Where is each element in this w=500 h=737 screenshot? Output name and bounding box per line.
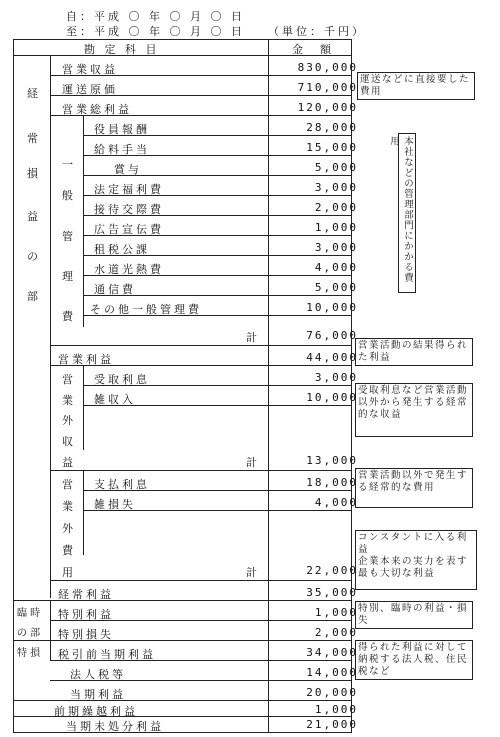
amount: 20,000 (306, 686, 358, 699)
amount: 5,000 (314, 281, 358, 294)
note-direct-cost: 運送などに直接要した費用 (357, 72, 475, 100)
row-label: 計 (246, 566, 260, 579)
note-ordinary-profit: コンスタントに入る利益 企業本来の実力を表す最も大切な利益 (355, 530, 477, 590)
section-gaishueki-3: 外 (62, 414, 73, 427)
row-label: 役員報酬 (94, 123, 150, 136)
section-keijo-2: 常 (27, 132, 38, 145)
section-gaishueki-4: 収 (62, 435, 73, 448)
amount: 14,000 (306, 666, 358, 679)
row-label: 法定福利費 (94, 183, 164, 196)
row-label: 雑損失 (94, 498, 136, 511)
section-ippan-4: 理 (62, 270, 73, 283)
amount: 4,000 (314, 496, 358, 509)
section-ippan-3: 管 (62, 230, 73, 243)
section-ippan-5: 費 (62, 310, 73, 323)
period-from: 自：平成 〇 年 〇 月 〇 日 (66, 10, 245, 23)
section-ippan-1: 一 (62, 158, 73, 171)
section-keijo-1: 経 (27, 87, 38, 100)
row-label: 運送原価 (62, 83, 118, 96)
row-label: 法人税等 (70, 668, 126, 681)
row-label: 租税公課 (94, 243, 150, 256)
col-account: 勘 定 科 目 (84, 43, 160, 56)
amount: 35,000 (306, 586, 358, 599)
section-keijo-3: 損 (27, 167, 38, 180)
row-label: 特別利益 (58, 608, 114, 621)
note-corporate-tax: 得られた利益に対して納税する法人税、住民税など (355, 640, 473, 680)
row-label: 税引前当期利益 (58, 648, 156, 661)
amount: 13,000 (306, 454, 358, 467)
section-keijo-5: の (27, 250, 38, 263)
section-keijo-6: 部 (27, 290, 38, 303)
section-gaishueki-1: 営 (62, 373, 73, 386)
row-label: 当期利益 (70, 688, 126, 701)
amount: 10,000 (306, 391, 358, 404)
section-keijo-4: 益 (27, 210, 38, 223)
amount: 34,000 (306, 646, 358, 659)
row-label: その他一般管理費 (90, 303, 202, 316)
amount: 18,000 (306, 476, 358, 489)
section-gaihiyo-4: 費 (62, 544, 73, 557)
income-statement-table (13, 39, 358, 733)
unit-label: （単位：千円） (268, 25, 366, 38)
row-label: 給料手当 (94, 143, 150, 156)
section-gaishueki-5: 益 (62, 456, 73, 469)
note-admin-cost: 本社などの管理部門にかかる費用 (398, 133, 416, 293)
row-label: 広告宣伝費 (94, 223, 164, 236)
note-non-operating-income: 受取利息など営業活動以外から発生する経常的な収益 (355, 383, 473, 437)
row-label: 営業収益 (62, 63, 118, 76)
amount: 44,000 (306, 351, 358, 364)
section-tokubetsu-1: 臨 時 (17, 608, 41, 619)
section-ippan-2: 般 (62, 189, 73, 202)
amount: 22,000 (306, 564, 358, 577)
amount: 2,000 (314, 201, 358, 214)
amount: 5,000 (314, 161, 358, 174)
note-operating-profit: 営業活動の結果得られた利益 (355, 338, 473, 366)
row-label: 支払利息 (94, 478, 150, 491)
section-tokubetsu-3: 特 損 (17, 648, 41, 659)
section-gaihiyo-2: 業 (62, 500, 73, 513)
row-label: 雑収入 (94, 393, 136, 406)
section-gaihiyo-3: 外 (62, 522, 73, 535)
row-label: 接待交際費 (94, 203, 164, 216)
row-label: 特別損失 (58, 628, 114, 641)
row-label: 水道光熱費 (94, 263, 164, 276)
note-non-operating-expense: 営業活動以外で発生する経常的な費用 (355, 468, 473, 508)
section-gaihiyo-1: 営 (62, 478, 73, 491)
row-label: 前期繰越利益 (54, 705, 138, 718)
amount: 2,000 (314, 626, 358, 639)
row-label: 当期未処分利益 (66, 720, 164, 733)
amount: 3,000 (314, 241, 358, 254)
row-label: 通信費 (94, 283, 136, 296)
amount: 1,000 (314, 221, 358, 234)
amount: 1,000 (314, 703, 358, 716)
amount: 28,000 (306, 121, 358, 134)
period-to: 至：平成 〇 年 〇 月 〇 日 (66, 25, 245, 38)
amount: 710,000 (297, 81, 358, 94)
amount: 3,000 (314, 181, 358, 194)
row-label: 計 (246, 331, 260, 344)
note-extraordinary: 特別、臨時の利益・損失 (355, 601, 473, 629)
section-gaishueki-2: 業 (62, 394, 73, 407)
amount: 3,000 (314, 371, 358, 384)
amount: 15,000 (306, 141, 358, 154)
amount: 76,000 (306, 329, 358, 342)
amount: 10,000 (306, 301, 358, 314)
row-label: 受取利息 (94, 373, 150, 386)
row-label: 経常利益 (58, 588, 114, 601)
amount: 4,000 (314, 261, 358, 274)
row-label: 営業利益 (58, 353, 114, 366)
amount: 830,000 (297, 61, 358, 74)
amount: 21,000 (306, 718, 358, 731)
section-tokubetsu-2: の 部 (17, 628, 41, 639)
row-label: 計 (246, 456, 260, 469)
amount: 120,000 (297, 101, 358, 114)
col-amount: 金 額 (292, 43, 334, 56)
row-label: 賞与 (114, 163, 142, 176)
section-gaihiyo-5: 用 (62, 566, 73, 579)
row-label: 営業総利益 (62, 103, 132, 116)
amount: 1,000 (314, 606, 358, 619)
